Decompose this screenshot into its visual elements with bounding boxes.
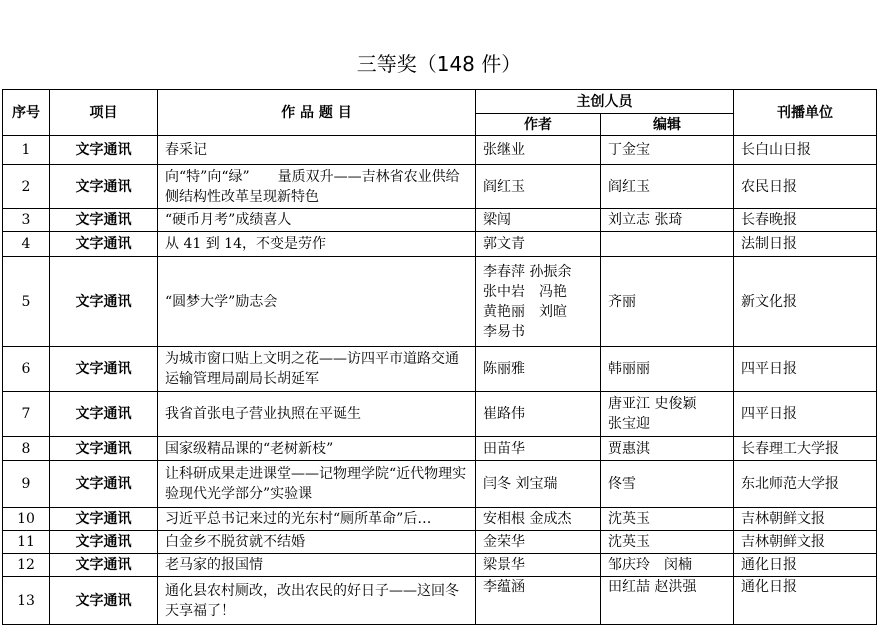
- row-editor: 贾惠淇: [601, 437, 734, 461]
- header-seq: 序号: [3, 90, 50, 136]
- row-category: 文字通讯: [50, 257, 158, 347]
- row-author: 安相根 金成杰: [476, 508, 601, 531]
- row-author: 郭文青: [476, 232, 601, 257]
- table-row: [3, 347, 877, 392]
- row-publisher: 长春晚报: [734, 209, 877, 232]
- header-editor: 编辑: [601, 114, 734, 136]
- row-seq: 7: [3, 392, 50, 437]
- row-category: 文字通讯: [50, 392, 158, 437]
- table-row: [3, 531, 877, 554]
- row-editor: 佟雪: [601, 461, 734, 508]
- row-author: 闫冬 刘宝瑞: [476, 461, 601, 508]
- row-publisher: 长白山日报: [734, 136, 877, 165]
- row-editor: 刘立志 张琦: [601, 209, 734, 232]
- row-author: 崔路伟: [476, 392, 601, 437]
- row-editor: 阎红玉: [601, 165, 734, 209]
- header-author: 作者: [476, 114, 601, 136]
- row-editor: 丁金宝: [601, 136, 734, 165]
- row-author: 金荣华: [476, 531, 601, 554]
- row-category: 文字通讯: [50, 461, 158, 508]
- page-title: 三等奖（148 件）: [356, 52, 522, 76]
- row-editor: 沈英玉: [601, 508, 734, 531]
- row-title: 让科研成果走进课堂——记物理学院“近代物理实验现代光学部分”实验课: [158, 461, 476, 508]
- row-title: “硬币月考”成绩喜人: [158, 209, 476, 232]
- row-seq: 13: [3, 577, 50, 625]
- header-creators: 主创人员: [476, 90, 734, 114]
- row-publisher: 长春理工大学报: [734, 437, 877, 461]
- row-author: 张继业: [476, 136, 601, 165]
- table-row: [3, 232, 877, 257]
- row-seq: 1: [3, 136, 50, 165]
- row-author: 陈丽雅: [476, 347, 601, 392]
- row-title: 向“特”向“绿” 量质双升——吉林省农业供给侧结构性改革呈现新特色: [158, 165, 476, 209]
- row-author: 李蕴涵: [476, 577, 601, 625]
- editor-line: 张宝迎: [608, 416, 650, 432]
- editor-line: 唐亚江 史俊颖: [608, 396, 697, 412]
- row-category: 文字通讯: [50, 165, 158, 209]
- table-row: [3, 165, 877, 209]
- row-publisher: 新文化报: [734, 257, 877, 347]
- table-row: [3, 392, 877, 437]
- row-publisher: 通化日报: [734, 554, 877, 577]
- row-category: 文字通讯: [50, 531, 158, 554]
- row-author: 阎红玉: [476, 165, 601, 209]
- row-title: 通化县农村厕改，改出农民的好日子——这回冬天享福了！: [158, 577, 476, 625]
- row-category: 文字通讯: [50, 347, 158, 392]
- awards-table: [2, 89, 877, 625]
- row-title: 春采记: [158, 136, 476, 165]
- row-editor: 沈英玉: [601, 531, 734, 554]
- row-title: “圆梦大学”励志会: [158, 257, 476, 347]
- author-line: 张中岩 冯艳: [483, 283, 567, 300]
- row-category: 文字通讯: [50, 508, 158, 531]
- row-seq: 4: [3, 232, 50, 257]
- table-row: [3, 577, 877, 625]
- table-row: [3, 257, 877, 347]
- row-editor: 齐丽: [601, 257, 734, 347]
- row-seq: 10: [3, 508, 50, 531]
- row-title: 从 41 到 14，不变是劳作: [158, 232, 476, 257]
- row-editor: 田红喆 赵洪强: [601, 577, 734, 625]
- row-publisher: 吉林朝鲜文报: [734, 508, 877, 531]
- row-editor: 邹庆玲 闵楠: [601, 554, 734, 577]
- row-category: 文字通讯: [50, 554, 158, 577]
- row-author-group: [476, 257, 601, 347]
- row-editor: 韩丽丽: [601, 347, 734, 392]
- author-line: 李春萍 孙振余: [483, 263, 572, 280]
- author-line: 李易书: [483, 323, 525, 340]
- row-publisher: 农民日报: [734, 165, 877, 209]
- row-category: 文字通讯: [50, 136, 158, 165]
- table-row: [3, 136, 877, 165]
- row-title: 白金乡不脱贫就不结婚: [158, 531, 476, 554]
- row-title: 为城市窗口贴上文明之花——访四平市道路交通运输管理局副局长胡延军: [158, 347, 476, 392]
- table-row: [3, 508, 877, 531]
- row-title: 习近平总书记来过的光东村“厕所革命”后…: [158, 508, 476, 531]
- row-seq: 2: [3, 165, 50, 209]
- header-category: 项目: [50, 90, 158, 136]
- row-title: 我省首张电子营业执照在平诞生: [158, 392, 476, 437]
- row-seq: 3: [3, 209, 50, 232]
- row-category: 文字通讯: [50, 232, 158, 257]
- row-category: 文字通讯: [50, 577, 158, 625]
- row-seq: 6: [3, 347, 50, 392]
- table-row: [3, 437, 877, 461]
- table-row: [3, 554, 877, 577]
- row-author: 梁闯: [476, 209, 601, 232]
- header-work-title: 作 品 题 目: [158, 90, 476, 136]
- row-seq: 11: [3, 531, 50, 554]
- table-row: [3, 209, 877, 232]
- row-publisher: 通化日报: [734, 577, 877, 625]
- row-editor: [601, 232, 734, 257]
- row-title: 国家级精品课的“老树新枝”: [158, 437, 476, 461]
- author-line: 黄艳丽 刘暄: [483, 303, 567, 320]
- table-row: [3, 461, 877, 508]
- row-title: 老马家的报国情: [158, 554, 476, 577]
- row-seq: 9: [3, 461, 50, 508]
- row-publisher: 法制日报: [734, 232, 877, 257]
- row-seq: 12: [3, 554, 50, 577]
- row-category: 文字通讯: [50, 437, 158, 461]
- header-publisher: 刊播单位: [734, 90, 877, 136]
- row-publisher: 吉林朝鲜文报: [734, 531, 877, 554]
- row-seq: 5: [3, 257, 50, 347]
- row-author: 田苗华: [476, 437, 601, 461]
- row-publisher: 四平日报: [734, 392, 877, 437]
- row-publisher: 东北师范大学报: [734, 461, 877, 508]
- row-publisher: 四平日报: [734, 347, 877, 392]
- row-category: 文字通讯: [50, 209, 158, 232]
- row-editor-group: [601, 392, 734, 437]
- row-seq: 8: [3, 437, 50, 461]
- row-author: 梁景华: [476, 554, 601, 577]
